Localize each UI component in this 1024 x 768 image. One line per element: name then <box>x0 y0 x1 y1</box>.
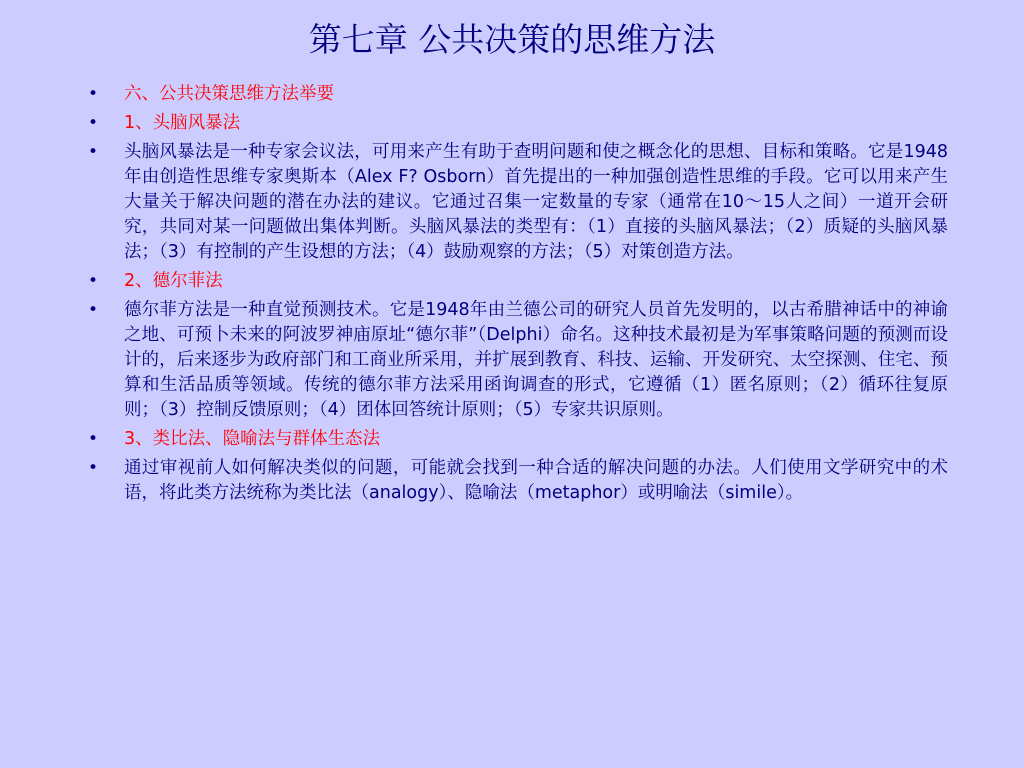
bullet-item-section-heading <box>88 82 948 107</box>
bullet-text: 3、类比法、隐喻法与群体生态法 <box>124 429 381 449</box>
bullet-item-analogy-heading <box>88 427 948 452</box>
bullet-text: 头脑风暴法是一种专家会议法，可用来产生有助于查明问题和使之概念化的思想、目标和策略。它是1948年由创造性思维专家奥斯本（Alex F? Osborn）首先提出的一种加强创造性思维的手段。它可以用来产生大量关于解决问题的潜在办法的建议。它通过召集一定数量的专家（通常在10～15人之间）一道开会研究，共同对某一问题做出集体判断。头脑风暴法的类型有：（1）直接的头脑风暴法；（2）质疑的头脑风暴法；（3）有控制的产生设想的方法；（4）鼓励观察的方法；（5）对策创造方法。 <box>124 142 948 262</box>
slide-title: 第七章 公共决策的思维方法 <box>308 20 716 59</box>
bullet-icon: • <box>88 458 99 478</box>
bullet-icon: • <box>88 300 99 320</box>
bullet-item-analogy-body <box>88 456 948 506</box>
bullet-text: 通过审视前人如何解决类似的问题，可能就会找到一种合适的解决问题的办法。人们使用文学研究中的术语，将此类方法统称为类比法（analogy）、隐喻法（metaphor）或明喻法（simile）。 <box>124 458 948 503</box>
bullet-item-brainstorming-body <box>88 140 948 265</box>
bullet-list <box>88 82 948 510</box>
bullet-item-brainstorming-heading <box>88 111 948 136</box>
bullet-icon: • <box>88 142 99 162</box>
bullet-icon: • <box>88 429 99 449</box>
bullet-text: 德尔菲方法是一种直觉预测技术。它是1948年由兰德公司的研究人员首先发明的，以古希腊神话中的神谕之地、可预卜未来的阿波罗神庙原址“德尔菲”（Delphi）命名。这种技术最初是为军事策略问题的预测而设计的，后来逐步为政府部门和工商业所采用，并扩展到教育、科技、运输、开发研究、太空探测、住宅、预算和生活品质等领域。传统的德尔菲方法采用函询调查的形式，它遵循（1）匿名原则；（2）循环往复原则；（3）控制反馈原则；（4）团体回答统计原则；（5）专家共识原则。 <box>124 300 948 420</box>
bullet-icon: • <box>88 113 99 133</box>
bullet-icon: • <box>88 84 99 104</box>
bullet-icon: • <box>88 271 99 291</box>
bullet-item-delphi-body <box>88 298 948 423</box>
bullet-item-delphi-heading <box>88 269 948 294</box>
bullet-text: 六、公共决策思维方法举要 <box>124 84 334 104</box>
bullet-text: 1、头脑风暴法 <box>124 113 241 133</box>
bullet-text: 2、德尔菲法 <box>124 271 223 291</box>
